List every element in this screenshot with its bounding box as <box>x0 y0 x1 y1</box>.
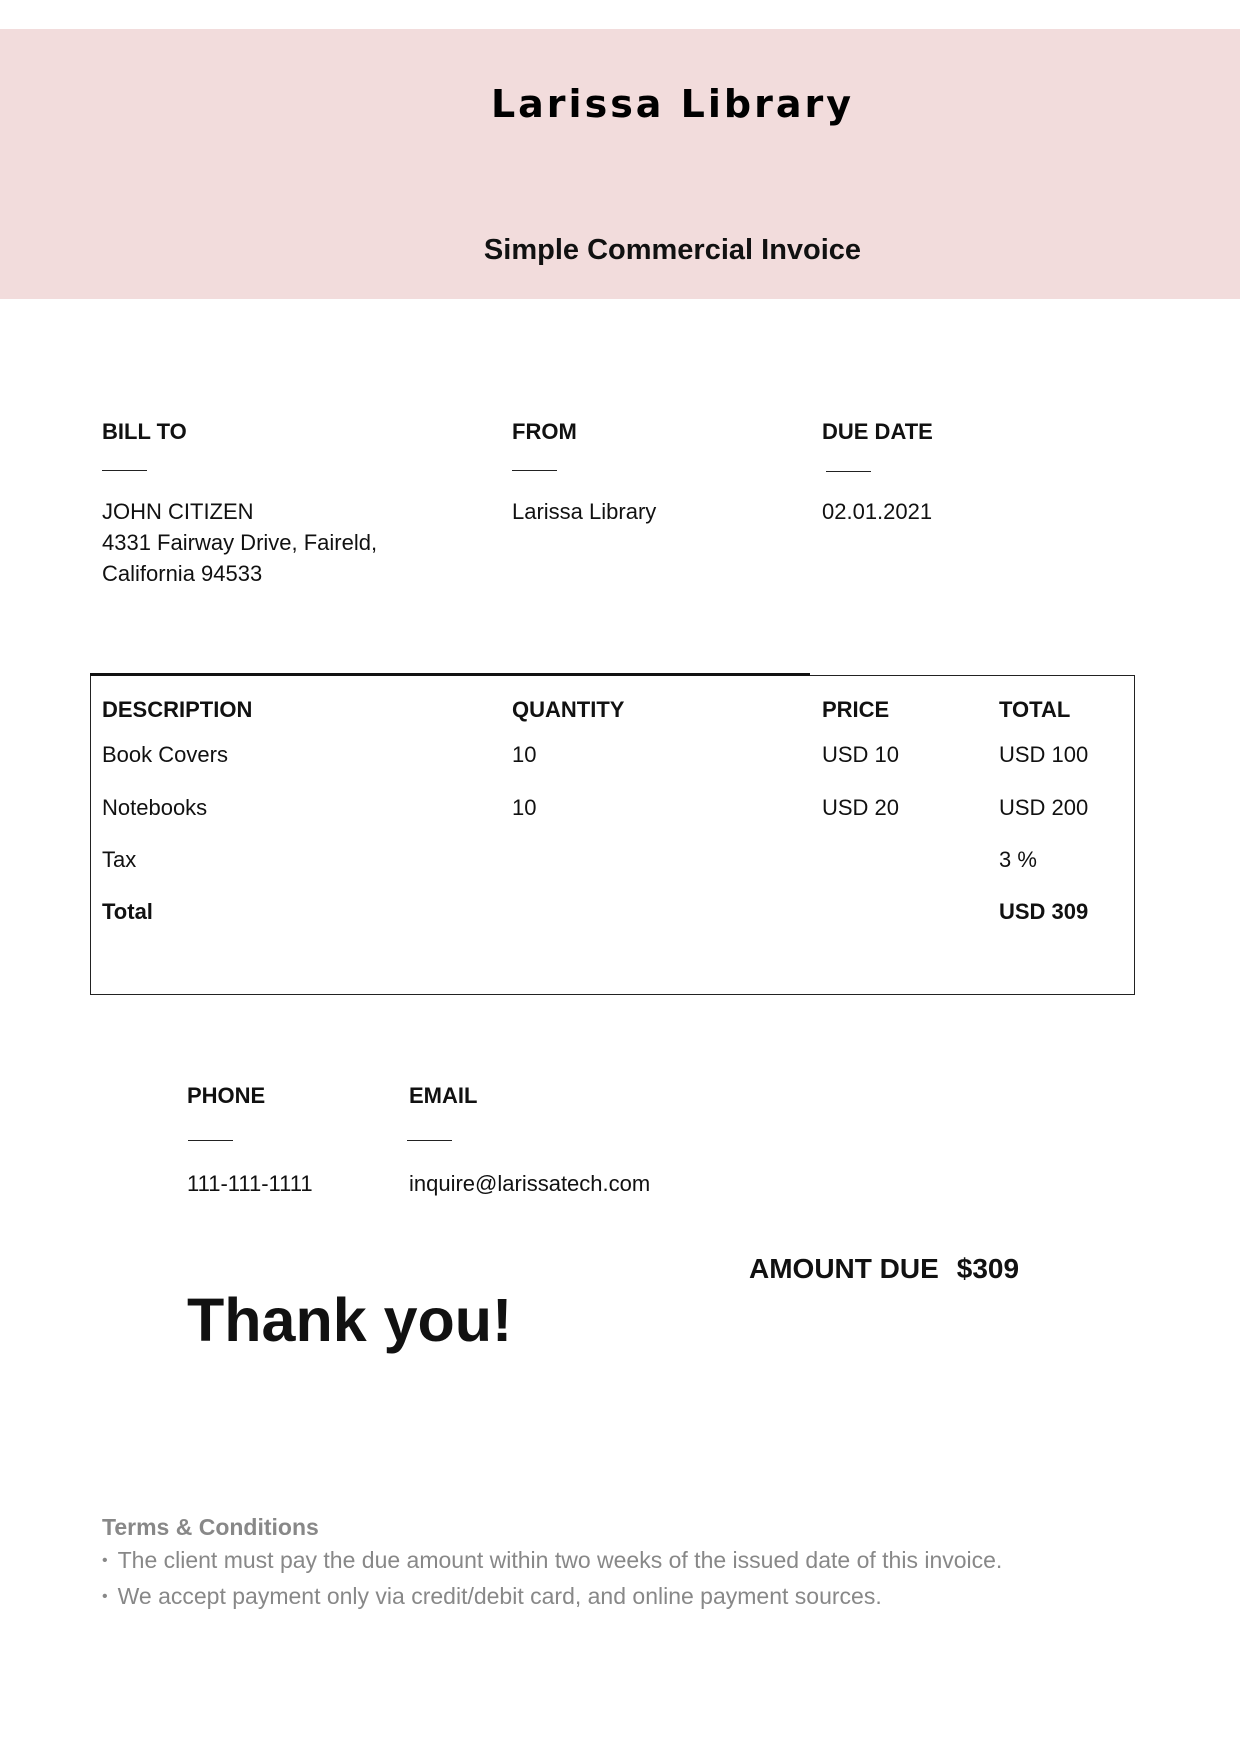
bill-to-label: BILL TO <box>102 419 187 444</box>
total-value: USD 309 <box>999 899 1089 924</box>
bill-to-address <box>102 496 377 589</box>
organization-name: Larissa Library <box>490 82 855 126</box>
row1-quantity: 10 <box>512 742 537 767</box>
row2-quantity: 10 <box>512 795 537 820</box>
terms-title: Terms & Conditions <box>102 1514 319 1540</box>
from-label: FROM <box>512 419 577 444</box>
header-quantity: QUANTITY <box>512 697 625 722</box>
terms-item <box>102 1544 1002 1580</box>
header-price: PRICE <box>822 697 890 722</box>
email-value: inquire@larissatech.com <box>409 1171 651 1196</box>
tax-value: 3 % <box>999 847 1037 872</box>
bullet-icon: • <box>102 1588 108 1605</box>
bullet-icon: • <box>102 1552 108 1569</box>
due-date-label: DUE DATE <box>822 419 933 444</box>
row1-description: Book Covers <box>102 742 228 767</box>
phone-rule <box>188 1140 233 1141</box>
bill-to-city: California 94533 <box>102 561 263 586</box>
header-description: DESCRIPTION <box>102 697 253 722</box>
row2-price: USD 20 <box>822 795 900 820</box>
items-table-top-rule <box>90 673 810 676</box>
terms-item-text: We accept payment only via credit/debit card, and online payment sources. <box>117 1583 882 1609</box>
bill-to-street: 4331 Fairway Drive, Faireld, <box>102 530 378 555</box>
tax-label: Tax <box>102 847 137 872</box>
bill-to-name: JOHN CITIZEN <box>102 499 254 524</box>
email-label: EMAIL <box>409 1083 478 1108</box>
email-rule <box>407 1140 452 1141</box>
amount-due-label: AMOUNT DUE <box>749 1253 939 1284</box>
from-rule <box>512 470 557 471</box>
terms-item-text: The client must pay the due amount within two weeks of the issued date of this invoice. <box>117 1547 1003 1573</box>
amount-due <box>749 1253 1019 1285</box>
terms-list <box>102 1544 1002 1616</box>
amount-due-value: $309 <box>956 1253 1020 1284</box>
total-label: Total <box>102 899 153 924</box>
due-date-rule <box>826 471 871 472</box>
items-table <box>90 675 1135 995</box>
phone-value: 111-111-1111 <box>187 1171 313 1196</box>
row1-total: USD 100 <box>999 742 1089 767</box>
document-title: Simple Commercial Invoice <box>483 234 862 266</box>
from-value: Larissa Library <box>512 499 657 524</box>
due-date-value: 02.01.2021 <box>822 499 933 524</box>
terms-item <box>102 1580 1002 1616</box>
row2-total: USD 200 <box>999 795 1089 820</box>
header-total: TOTAL <box>999 697 1071 722</box>
bill-to-rule <box>102 470 147 471</box>
row1-price: USD 10 <box>822 742 900 767</box>
phone-label: PHONE <box>187 1083 266 1108</box>
thank-you-message: Thank you! <box>187 1286 513 1354</box>
row2-description: Notebooks <box>102 795 208 820</box>
